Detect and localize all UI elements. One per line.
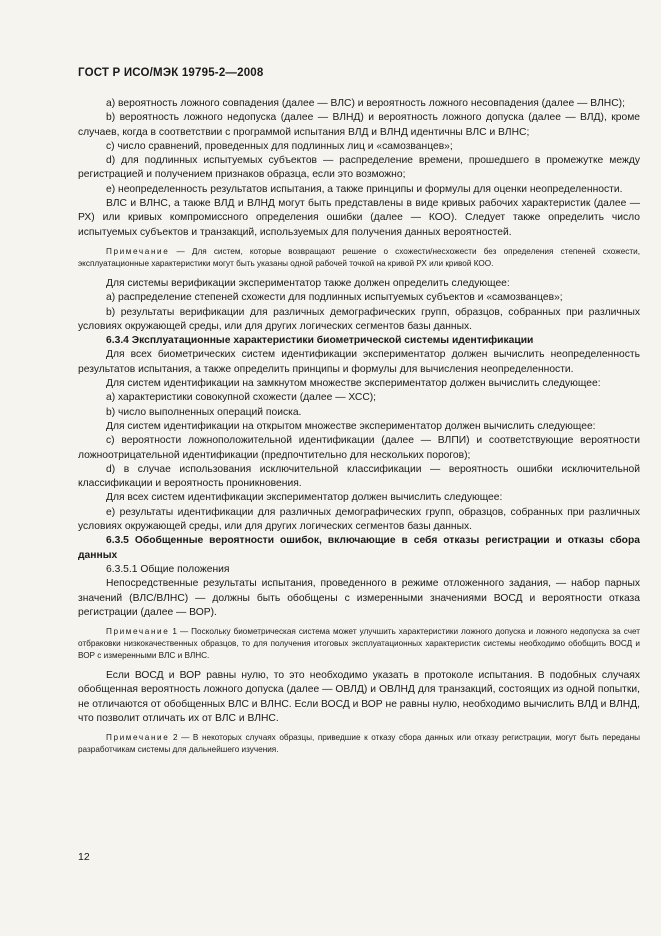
paragraph: c) вероятности ложноположительной идентификации (далее — ВЛПИ) и соответствующие вероятности ложноотрицательной идентификации (предпочтительно для нескольких порогов); xyxy=(78,435,640,461)
paragraph: d) для подлинных испытуемых субъектов — распределение времени, прошедшего в промежутке между регистрацией и получением признаков образца, если это возможно; xyxy=(78,155,640,181)
paragraph: e) неопределенность результатов испытания, а также принципы и формулы для оценки неопределенности. xyxy=(106,183,623,195)
paragraph: Для системы верификации экспериментатор также должен определить следующее: xyxy=(106,277,510,289)
paragraph: e) результаты идентификации для различных демографических групп, образцов, собранных при различных условиях окружающей среды, или для других логических сегментов базы данных. xyxy=(78,506,640,533)
note-label: Примечание xyxy=(106,627,170,637)
page-content xyxy=(78,97,640,763)
section-heading: 6.3.4 Эксплуатационные характеристики биометрической системы идентификации xyxy=(106,335,534,347)
section-heading: 6.3.5 Обобщенные вероятности ошибок, включающие в себя отказы регистрации и отказы сбора данных xyxy=(78,535,640,561)
note-label: Примечание xyxy=(106,246,170,256)
paragraph: ВЛС и ВЛНС, а также ВЛД и ВЛНД могут быть представлены в виде кривых рабочих характеристик (далее — РХ) или кривых компромиссного определения ошибки (далее — КОО). Следует также определить число испытуемых субъектов и транзакций, используемых для получения данных вероятностей. xyxy=(78,198,640,238)
paragraph: Для всех систем идентификации экспериментатор должен вычислить следующее: xyxy=(106,492,503,504)
note xyxy=(78,732,640,756)
document-header: ГОСТ Р ИСО/МЭК 19795-2—2008 xyxy=(78,67,264,79)
paragraph: a) распределение степеней схожести для подлинных испытуемых субъектов и «самозванцев»; xyxy=(106,292,563,304)
paragraph: d) в случае использования исключительной классификации — вероятность ошибки исключительной классификации и вероятность проникновения. xyxy=(78,463,640,490)
note-text: 2 — В некоторых случаях образцы, приведшие к отказу сбора данных или отказу регистрации, могут быть переданы разработчикам системы для дальнейшего изучения. xyxy=(78,733,640,755)
paragraph: b) результаты верификации для различных демографических групп, образцов, собранных при различных условиях окружающей среды, или для других логических сегментов базы данных. xyxy=(78,306,640,332)
paragraph: b) число выполненных операций поиска. xyxy=(106,406,302,418)
note-label: Примечание xyxy=(106,733,170,743)
paragraph: Непосредственные результаты испытания, проведенного в режиме отложенного задания, — набор парных значений (ВЛС/ВЛНС) — должны быть обобщены с измеренными значениями ВОСД и вероятности отказа регистрации (далее — ВОР). xyxy=(78,578,640,618)
paragraph: Для систем идентификации на открытом множестве экспериментатор должен вычислить следующее: xyxy=(106,420,596,432)
page-number: 12 xyxy=(78,851,90,863)
paragraph: a) характеристики совокупной схожести (далее — ХСС); xyxy=(106,392,377,404)
note xyxy=(78,246,640,270)
note-text: 1 — Поскольку биометрическая система может улучшить характеристики ложного допуска и ложного недопуска за счет отбраковки низкокачественных образцов, то для получения итоговых эксплуатационных характеристик системы необходимо обобщить ВОСД и ВОР с измеренными ВЛС и ВЛНС. xyxy=(78,627,640,661)
paragraph: c) число сравнений, проведенных для подлинных лиц и «самозванцев»; xyxy=(106,140,453,152)
paragraph: Если ВОСД и ВОР равны нулю, то это необходимо указать в протоколе испытания. В подобных случаях обобщенная вероятность ложного допуска (далее — ОВЛД) и ОВЛНД для транзакций, состоящих из одной попытки, не отличаются от обобщенных ВЛС и ВЛНС. Если ВОСД и ВОР не равны нулю, необходимо вычислить ВЛД и ВЛНД, что позволит отличать их от ВЛС и ВЛНС. xyxy=(78,670,640,724)
paragraph: Для всех биометрических систем идентификации экспериментатор должен вычислить неопределенность результатов испытания, а также определить принципы и формулы для вычисления неопределенности. xyxy=(78,349,640,375)
paragraph: Для систем идентификации на замкнутом множестве экспериментатор должен вычислить следующее: xyxy=(106,378,601,390)
note-text: — Для систем, которые возвращают решение о схожести/несхожести без определения степеней схожести, эксплуатационные характеристики могут быть указаны одной рабочей точкой на кривой РХ или кривой КОО. xyxy=(78,246,640,268)
paragraph: 6.3.5.1 Общие положения xyxy=(106,563,230,575)
paragraph: b) вероятность ложного недопуска (далее — ВЛНД) и вероятность ложного допуска (далее — ВЛД), кроме случаев, когда в соответствии с программой испытания ВЛД и ВЛНД идентичны ВЛС и ВЛНС; xyxy=(78,112,640,138)
paragraph: a) вероятность ложного совпадения (далее — ВЛС) и вероятность ложного несовпадения (далее — ВЛНС); xyxy=(106,98,625,109)
note xyxy=(78,626,640,662)
